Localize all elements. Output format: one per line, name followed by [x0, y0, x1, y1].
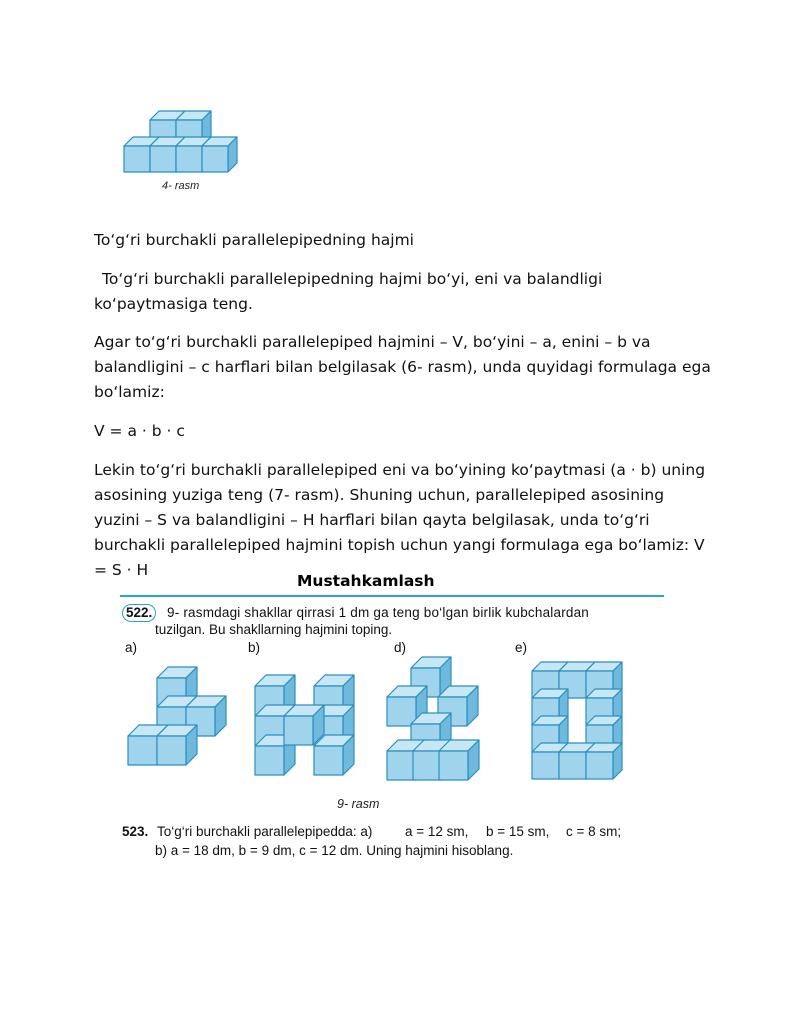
formula-volume: V = a · b · c	[94, 422, 185, 440]
fig9b-cube-front	[255, 746, 284, 775]
fig9b-cube-front	[314, 746, 343, 775]
figure-4-caption: 4- rasm	[162, 180, 200, 192]
fig9e-cube-front	[586, 752, 613, 779]
fig4-cube-bottom-4-front	[202, 146, 228, 172]
fig9e-cube-front	[532, 752, 559, 779]
fig9e-cube-front	[559, 752, 586, 779]
paragraph-notation: Agar to‘g‘ri burchakli parallelepiped hajmini – V, bo‘yini – a, enini – b va balandligini – c harflari bilan belgilasak (6- rasm), unda quyidagi formulaga ega bo‘lamiz:	[94, 333, 711, 401]
section-heading: To‘g‘ri burchakli parallelepipedning hajmi	[94, 231, 414, 249]
fig9d-cube-front	[387, 697, 416, 726]
exercise-523-line2: b) a = 18 dm, b = 9 dm, c = 12 dm. Uning hajmini hisoblang.	[155, 843, 514, 858]
option-a-label: a)	[125, 640, 138, 655]
fig9a-cube-front	[157, 736, 186, 765]
fig9b-cube-front	[284, 716, 313, 745]
fig9a-cube-front	[128, 736, 157, 765]
exercise-523-number: 523.	[122, 824, 149, 839]
option-b-label: b)	[248, 640, 261, 655]
exercise-523-a-value: a = 12 sm,	[405, 824, 469, 839]
exercise-522-line2: tuzilgan. Bu shakllarning hajmini toping.	[155, 622, 393, 637]
paragraph-base-area: Lekin to‘g‘ri burchakli parallelepiped eni va bo‘yining ko‘paytmasi (a · b) uning asosining yuziga teng (7- rasm). Shuning uchun, parallelepiped asosining yuzini – S va balandligini – H harflari bilan qayta belgilasak, unda to‘g‘ri burchakli parallelepiped hajmini topish uchun yangi formulaga ega bo‘lamiz: V = S · H	[94, 461, 706, 579]
fig9d-cube-front	[413, 751, 442, 780]
exercise-523-c-value: c = 8 sm;	[566, 824, 622, 839]
fig4-cube-bottom-2-front	[150, 146, 176, 172]
exercise-523-b-value: b = 15 sm,	[486, 824, 550, 839]
fig9d-cube-front	[387, 751, 416, 780]
exercises-title: Mustahkamlash	[297, 572, 435, 590]
option-e-label: e)	[515, 640, 528, 655]
fig4-cube-bottom-3-front	[176, 146, 202, 172]
option-d-label: d)	[394, 640, 407, 655]
fig4-cube-bottom-1-front	[124, 146, 150, 172]
exercise-522-line1: 9- rasmdagi shakllar qirrasi 1 dm ga teng bo‘lgan birlik kubchalardan	[167, 605, 590, 620]
figure-9-caption: 9- rasm	[337, 797, 380, 811]
fig9d-cube-front	[439, 751, 468, 780]
paragraph-definition: To‘g‘ri burchakli parallelepipedning hajmi bo‘yi, eni va balandligi ko‘paytmasiga teng.	[94, 270, 603, 313]
exercise-522-number: 522.	[122, 604, 156, 622]
exercise-523-line1: To‘g‘ri burchakli parallelepipedda: a)	[157, 824, 373, 839]
title-rule	[120, 595, 664, 597]
